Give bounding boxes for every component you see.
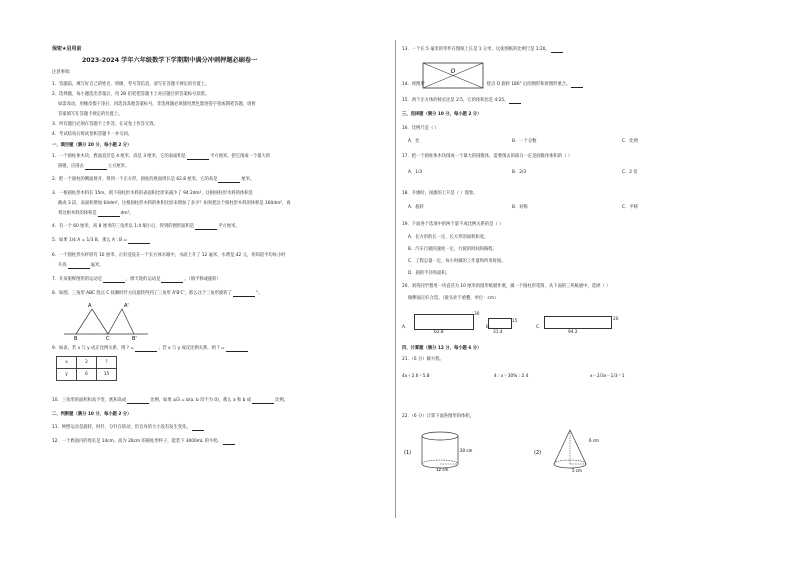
- rectangle-b-height: 15: [512, 319, 518, 324]
- question-12: 12．一个底面内的周长是 14cm，高为 20cm 的圆柱形杯子，能装下 3000mL 的牛奶。: [52, 439, 236, 445]
- xy-table: [56, 356, 117, 381]
- option-b: B．一个分数: [512, 139, 537, 144]
- cylinder-figure: [404, 430, 484, 472]
- label-a: A: [88, 303, 92, 309]
- question-8: 8．如图，三角形 ABC 绕点 C 按顺时针方向旋转得到了三角形 A'B'C'，那么这个三角形旋转了 °。: [52, 291, 263, 296]
- option-c: C．2 倍: [622, 170, 638, 175]
- question-22: 22．（6 分）计算下面各图形的体积。: [402, 414, 474, 419]
- option-a: A．长方形的长一定，长方形的面积和宽。: [408, 235, 489, 240]
- notice-3: 3．所有题目必须在答题卡上作答，在试卷上作答无效。: [52, 122, 158, 127]
- label-a-prime: A': [124, 303, 129, 309]
- cone-radius: 5 cm: [572, 468, 582, 472]
- question-21: 21．（6 分）解方程。: [402, 357, 444, 362]
- box-option-a: A．: [402, 325, 410, 330]
- question-11: 11．钟摆运动是旋转，时针、分针在转动，但自身的大小没有发生变化。: [52, 425, 205, 431]
- equation-1: 4x＋2.6＝5.8: [402, 374, 430, 379]
- question-16: 16．比例尺是（ ）: [402, 126, 439, 131]
- label-b-prime: B': [132, 336, 137, 340]
- center-label: O: [450, 68, 456, 75]
- question-3: 3．一根圆柱形木料长 15m，削下圆柱形木料的表面积比原来减少了 94.2dm²，这根圆柱形木料的体积是: [52, 191, 253, 196]
- question-9: 9．如表，若 x 与 y 成正比例关系，则 ? = ；若 x 与 y 成反比例关系，则 ? =: [52, 346, 249, 352]
- question-18: 18．升旗时，国旗的上升是（ ）现象。: [402, 191, 478, 196]
- rectangle-b-width: 31.4: [493, 330, 503, 335]
- section-choice: 三、选择题（满分 10 分，每小题 2 分）: [402, 112, 482, 117]
- question-3c: 将这根木料的体积是 dm³。: [58, 211, 134, 216]
- question-1: 1．一个圆柱体木块，底面直径是 4 厘米，高是 3 厘米，它的表面积是 平方厘米。把它削成一个最大的: [52, 154, 271, 159]
- notice-1: 1．答题前，填写好自己的姓名、班级、考号等信息，请写在答题卡规定的位置上。: [52, 82, 210, 87]
- rectangle-a: [414, 314, 474, 330]
- table-cell: x: [57, 357, 77, 369]
- table-cell: 2: [77, 357, 97, 369]
- option-c: C．平移: [622, 205, 638, 210]
- question-13: 13．一个长 5 毫米的零件在图纸上长是 1 分米，这张图纸的比例尺是 1:20。: [402, 47, 564, 53]
- table-cell: ?: [97, 357, 117, 369]
- notice-2c: 答案填写在答题卡规定的位置上。: [58, 112, 123, 117]
- label-b: B: [74, 336, 78, 340]
- table-row: [57, 357, 117, 369]
- option-a: A．旋转: [408, 205, 424, 210]
- rectangle-b: [488, 318, 512, 329]
- question-19: 19．下面各个选项中的两个量不成比例关系的是（ ）: [402, 222, 504, 227]
- question-7: 7．开屏旅鲜图形的运动是 ，摩天轮的运动是 。（填平移或旋转）: [52, 277, 221, 282]
- table-cell: 6: [77, 369, 97, 381]
- column-divider: [395, 40, 396, 518]
- table-row: [57, 369, 117, 381]
- question-4: 4．有一个 60 厘米，高 8 厘米的三角形以 1:4 缩小后，得到的图形面积是 平方厘米。: [52, 224, 240, 229]
- question-6: 6．一个圆柱形水杯原有 10 厘米，正好浸没在一个长方体水箱中，水面上升了 12 毫米，水费是 42 元，你知道平均每小时: [52, 253, 286, 258]
- figure-number: (2): [534, 450, 542, 456]
- section-true-false: 二、判断题（满分 10 分，每小题 2 分）: [52, 412, 132, 417]
- question-20b: 做侧面正好合适。（接头处不重叠，单位：cm）: [408, 296, 499, 301]
- option-c: C．工程总量一定，每小时做的工作量和所用时间。: [408, 259, 506, 264]
- option-a: A．比: [408, 139, 420, 144]
- box-option-b: B．: [486, 325, 494, 330]
- figure-number: (1): [404, 450, 412, 456]
- rectangle-c-height: 20: [613, 317, 619, 322]
- question-3b: 截成 3 段，表面积增加 64dm²，这根圆柱形木料的体积比原来增加了多少？如果把这个圆柱形木料的体积是 160dm²，再: [58, 201, 291, 206]
- table-cell: 15: [97, 369, 117, 381]
- notice-4: 4．考试结束后将试卷和答题卡一并交回。: [52, 132, 133, 137]
- rectangle-c-width: 94.2: [568, 330, 578, 335]
- rectangle-a-width: 62.8: [434, 330, 444, 335]
- question-10: 10．三角形的面积和高不变，底和高成 比例，如果 a/3 = b(a, b 均不为 0)，那么 a 和 b 成 比例。: [52, 398, 288, 403]
- rotation-triangle-figure: [62, 300, 152, 340]
- cone-height: 6 cm: [589, 438, 599, 443]
- cone-figure: [534, 428, 614, 472]
- confidential-mark: 保密★启用前: [52, 46, 82, 52]
- question-1b: 圆锥，应削去 立方厘米。: [58, 164, 130, 169]
- section-fill-blank: 一、填空题（满分 20 分，每小题 2 分）: [52, 143, 132, 148]
- exam-title: 2023-2024 学年六年级数学下学期期中满分冲刺押题必刷卷一: [82, 57, 258, 64]
- option-d: D．圆的半径和面积。: [408, 271, 450, 276]
- question-2: 2．把一个圆柱的侧面展开，得到一个正方形，圆柱的底面周长是 62.8 厘米，它的高是 厘米。: [52, 177, 255, 182]
- question-6b: 升高 毫米。: [58, 263, 104, 268]
- question-14: 14．将图形 绕点 O 旋转 180° 后的图形和原图形重合。: [402, 82, 584, 88]
- option-b: B．对称: [512, 205, 528, 210]
- notice-2b: 如需改动，用橡皮擦干净后，再选涂其他答案标号。非选择题必须使用黑色墨迹签字笔或钢笔答题，请将: [58, 102, 256, 107]
- question-17: 17．把一个圆柱体木块削成一个最大的圆锥体，需要削去的部分一定是圆锥体体积的（ ）: [402, 154, 573, 159]
- section-calculation: 四、计算题（满分 12 分，每小题 6 分）: [402, 346, 482, 351]
- notice-heading: 注意事项:: [52, 70, 71, 75]
- option-c: C．比例: [622, 139, 638, 144]
- label-c: C: [106, 336, 110, 340]
- rectangle-o-figure: [422, 62, 484, 90]
- table-cell: y: [57, 369, 77, 381]
- equation-3: x－2/3x－1/3＝1: [590, 374, 625, 379]
- option-b: B．2/3: [512, 170, 527, 175]
- question-20: 20．刘英同学想用一块直径为 10 厘米的圆形纸板作底，做一个圆柱形笔筒，从下面的三块纸板中，选择（ ）: [402, 284, 611, 289]
- option-b: B．汽车行驶的速度一定，行驶的时间和路程。: [408, 247, 497, 252]
- option-a: A．1/3: [408, 170, 423, 175]
- rectangle-a-height: 30: [474, 312, 480, 317]
- cylinder-height: 20 cm: [460, 448, 473, 453]
- question-5: 5．如果 1/4 A = 1/3 B，那么 A : B =: [52, 238, 151, 244]
- rectangle-c: [544, 316, 612, 329]
- notice-2: 2．选择题，每小题选出答案后，用 2B 铅笔把答题卡上对应题目的答案标号涂黑。: [52, 92, 210, 97]
- equation-2: 4 : x＝30% : 2.4: [494, 374, 529, 379]
- box-option-c: C．: [536, 325, 544, 330]
- question-15: 15．两个正方体的棱长比是 2:5，它的体积比是 4:25。: [402, 98, 522, 104]
- cylinder-diameter: 12 cm: [436, 467, 449, 472]
